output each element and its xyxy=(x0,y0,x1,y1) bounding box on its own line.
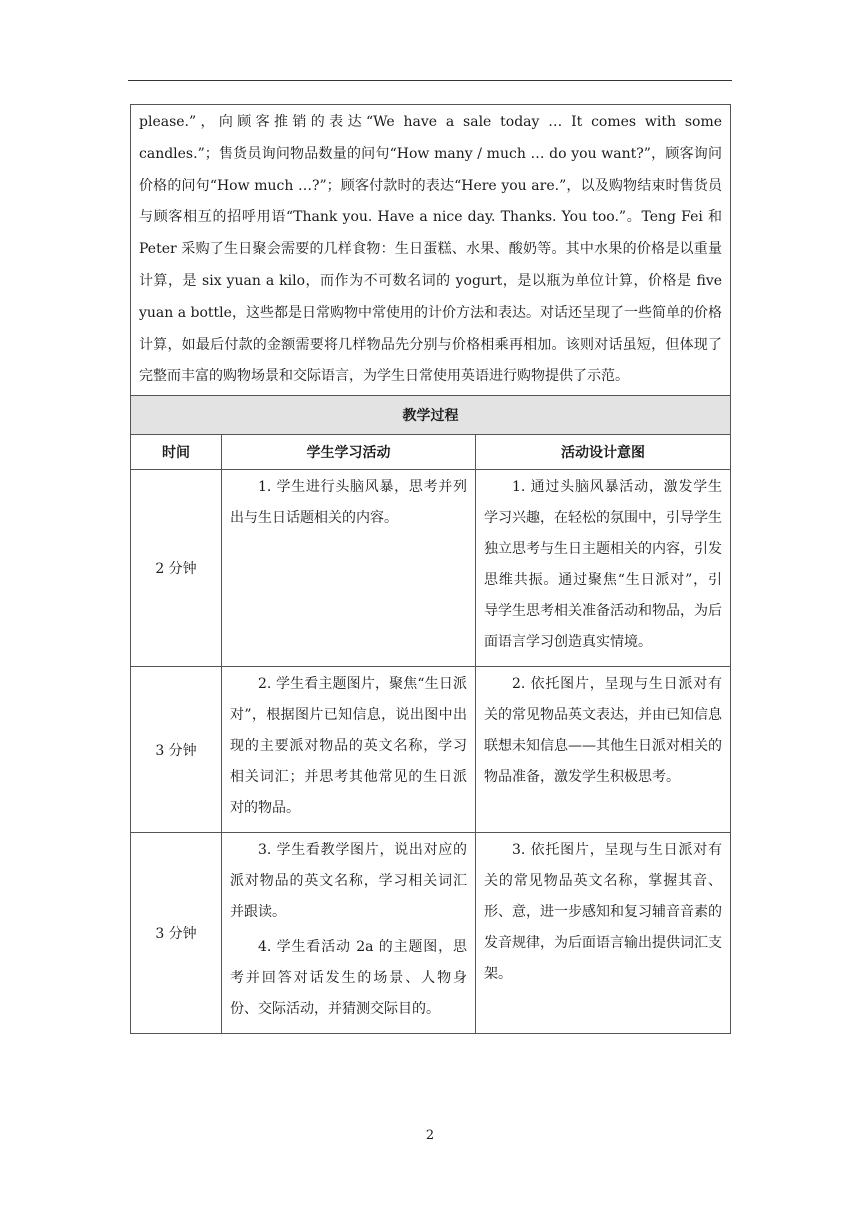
table-row xyxy=(131,667,731,833)
header-rule xyxy=(128,80,732,81)
time-cell: 3 分钟 xyxy=(131,667,222,833)
activity-cell xyxy=(222,667,476,833)
activity-cell xyxy=(222,833,476,1034)
table-row xyxy=(131,470,731,667)
activity-text: 3. 学生看教学图片，说出对应的派对物品的英文名称，学习相关词汇并跟读。 xyxy=(230,842,467,921)
activity-text: 1. 学生进行头脑风暴，思考并列出与生日话题相关的内容。 xyxy=(230,479,467,527)
intro-text: please.”，向顾客推销的表达“We have a sale today … It comes with some candles.”；售货员询问物品数量的问句“How many / much … do you want?”，顾客询问价格的问句“How much …?”；顾客付款时的表达“Here you are.”，以及购物结束时售货员与顾客相互的招呼用语“Thank you. Have a nice day. Thanks. You too.”。Teng Fei 和 Peter 采购了生日聚会需要的几样食物：生日蛋糕、水果、酸奶等。其中水果的价格是以重量计算，是 six yuan a kilo，而作为不可数名词的 yogurt，是以瓶为单位计算，价格是 five yuan a bottle，这些都是日常购物中常使用的计价方法和表达。对话还呈现了一些简单的价格计算，如最后付款的金额需要将几样物品先分别与价格相乘再相加。该则对话虽短，但体现了完整而丰富的购物场景和交际语言，为学生日常使用英语进行购物提供了示范。 xyxy=(131,105,731,396)
intent-cell xyxy=(476,470,731,667)
page-number: 2 xyxy=(425,1128,435,1143)
intent-text: 1. 通过头脑风暴活动，激发学生学习兴趣，在轻松的氛围中，引导学生独立思考与生日主题相关的内容，引发思维共振。通过聚焦“生日派对”，引导学生思考相关准备活动和物品，为后面语言学习创造真实情境。 xyxy=(484,479,723,651)
activity-text: 2. 学生看主题图片，聚焦“生日派对”，根据图片已知信息，说出图中出现的主要派对物品的英文名称，学习相关词汇；并思考其他常见的生日派对的物品。 xyxy=(230,676,467,817)
time-cell: 2 分钟 xyxy=(131,470,222,667)
section-header-row xyxy=(131,396,731,435)
column-header-row xyxy=(131,435,731,470)
column-header-time: 时间 xyxy=(131,435,222,470)
activity-text: 4. 学生看活动 2a 的主题图，思考并回答对话发生的场景、人物身份、交际活动，并猜测交际目的。 xyxy=(230,939,467,1018)
intent-text: 3. 依托图片，呈现与生日派对有关的常见物品英文名称，掌握其音、形、意，进一步感知和复习辅音音素的发音规律，为后面语言输出提供词汇支架。 xyxy=(484,842,723,983)
section-title: 教学过程 xyxy=(131,396,731,435)
intent-cell xyxy=(476,667,731,833)
table-row xyxy=(131,833,731,1034)
column-header-activity: 学生学习活动 xyxy=(222,435,476,470)
lesson-plan-table xyxy=(130,104,731,1034)
intent-text: 2. 依托图片，呈现与生日派对有关的常见物品英文表达，并由已知信息联想未知信息——其他生日派对相关的物品准备，激发学生积极思考。 xyxy=(484,676,723,786)
column-header-intent: 活动设计意图 xyxy=(476,435,731,470)
activity-cell xyxy=(222,470,476,667)
intro-row xyxy=(131,105,731,396)
intent-cell xyxy=(476,833,731,1034)
time-cell: 3 分钟 xyxy=(131,833,222,1034)
